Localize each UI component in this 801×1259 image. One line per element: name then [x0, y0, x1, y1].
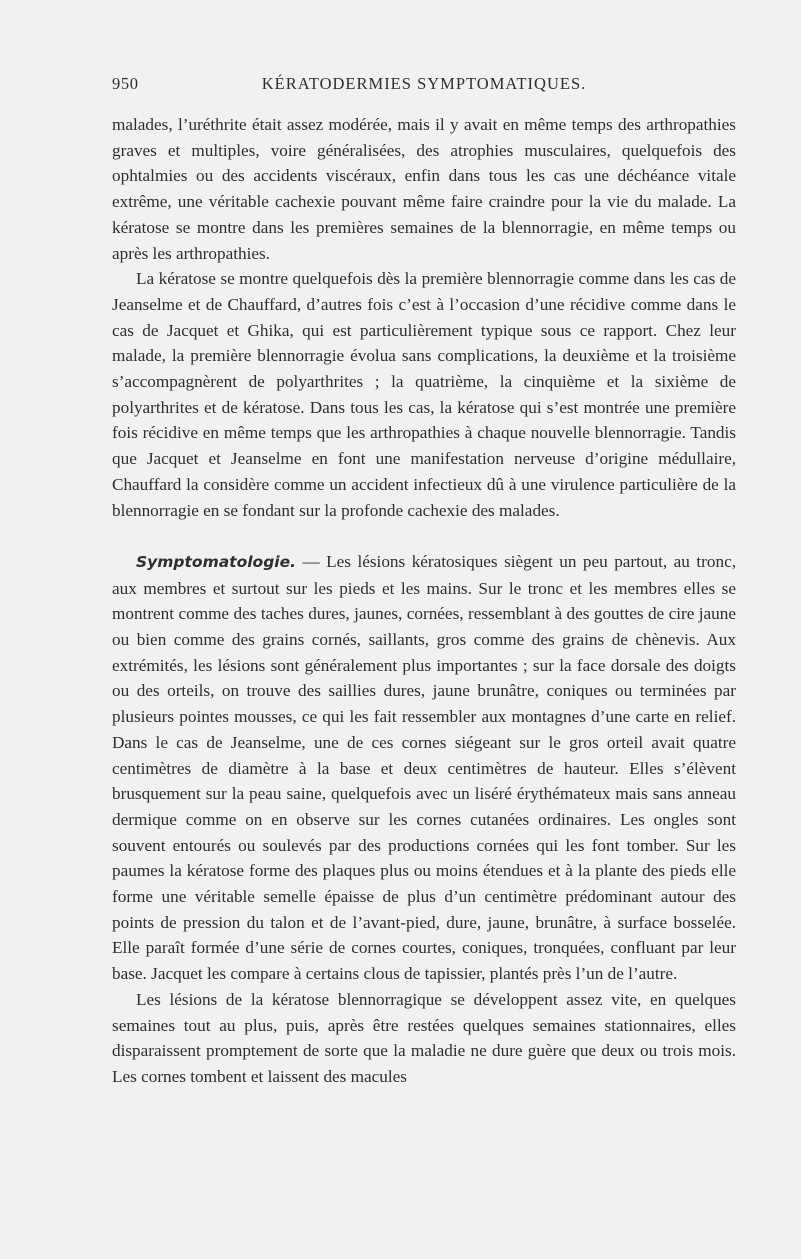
paragraph-symptomatology-text: — Les lésions kératosiques siègent un peu partout, au tronc, aux membres et surtout sur les pieds et les mains. Sur le tronc et les membres elles se montrent comme des taches dures, jaunes, cornées, ressemblant à des gouttes de cire jaune ou bien comme des grains cornés, saillants, gros comme des grains de chènevis. Aux extrémités, les lésions sont généralement plus importantes ; sur la face dorsale des doigts ou des orteils, on trouve des saillies dures, jaune brunâtre, coniques ou terminées par plusieurs pointes mousses, ce qui les fait ressembler aux montagnes d’une carte en relief. Dans le cas de Jeanselme, une de ces cornes siégeant sur le gros orteil avait quatre centimètres de diamètre à la base et deux centimètres de hauteur. Elles s’élèvent brusquement sur la peau saine, quelquefois avec un liséré érythémateux mais sans anneau dermique comme on en observe sur les cornes cutanées ordinaires. Les ongles sont souvent entourés ou soulevés par des productions cornées qui les font tomber. Sur les paumes la kératose forme des plaques plus ou moins étendues et à la plante des pieds elle forme une véritable semelle épaisse de plus d’un centimètre prédominant autour des points de pression du talon et de l’avant-pied, dure, jaune, brunâtre, à surface bosselée. Elle paraît formée d’une série de cornes courtes, coniques, tronquées, confluant par leur base. Jacquet les compare à certains clous de tapissier, plantés près l’un de l’autre. — [112, 551, 736, 984]
paragraph-onset: La kératose se montre quelquefois dès la première blennorragie comme dans les cas de Jeanselme et de Chauffard, d’autres fois c’est à l’occasion d’une récidive comme dans le cas de Jacquet et Ghika, qui est particulièrement typique sous ce rapport. Chez leur malade, la première blennorragie évolua sans complications, la deuxième et la troisième s’accompagnèrent de polyarthrites ; la quatrième, la cinquième et la sixième de polyarthrites et de kératose. Dans tous les cas, la kératose qui s’est montrée une première fois récidive en même temps que les arthropathies à chaque nouvelle blennorragie. Tandis que Jacquet et Jeanselme en font une manifestation nerveuse d’origine médullaire, Chauffard la considère comme un accident infectieux dû à une virulence particulière de la blennorragie en se fondant sur la profonde cachexie des malades. — [112, 269, 736, 520]
body-text — [112, 112, 736, 1090]
running-title: KÉRATODERMIES SYMPTOMATIQUES. — [261, 74, 587, 93]
paragraph-evolution: Les lésions de la kératose blennorragique se développent assez vite, en quelques semaines tout au plus, puis, après être restées quelques semaines stationnaires, elles disparaissent promptement de sorte que la maladie ne dure guère que deux ou trois mois. Les cornes tombent et laissent des macules — [112, 989, 736, 1086]
page-number: 950 — [112, 74, 139, 93]
page-header — [112, 74, 736, 100]
paragraph-symptomatology — [112, 549, 736, 987]
section-heading: Symptomatologie. — [136, 552, 297, 571]
paragraph-continuation: malades, l’uréthrite était assez modérée, mais il y avait en même temps des arthropathies graves et multiples, voire généralisées, des atrophies musculaires, quelquefois des ophtalmies ou des accidents viscéraux, enfin dans tous les cas une déchéance vitale extrême, une véritable cachexie pouvant même faire craindre pour la vie du malade. La kératose se montre dans les premières semaines de la blennorragie, en même temps ou après les arthropathies. — [112, 115, 736, 263]
